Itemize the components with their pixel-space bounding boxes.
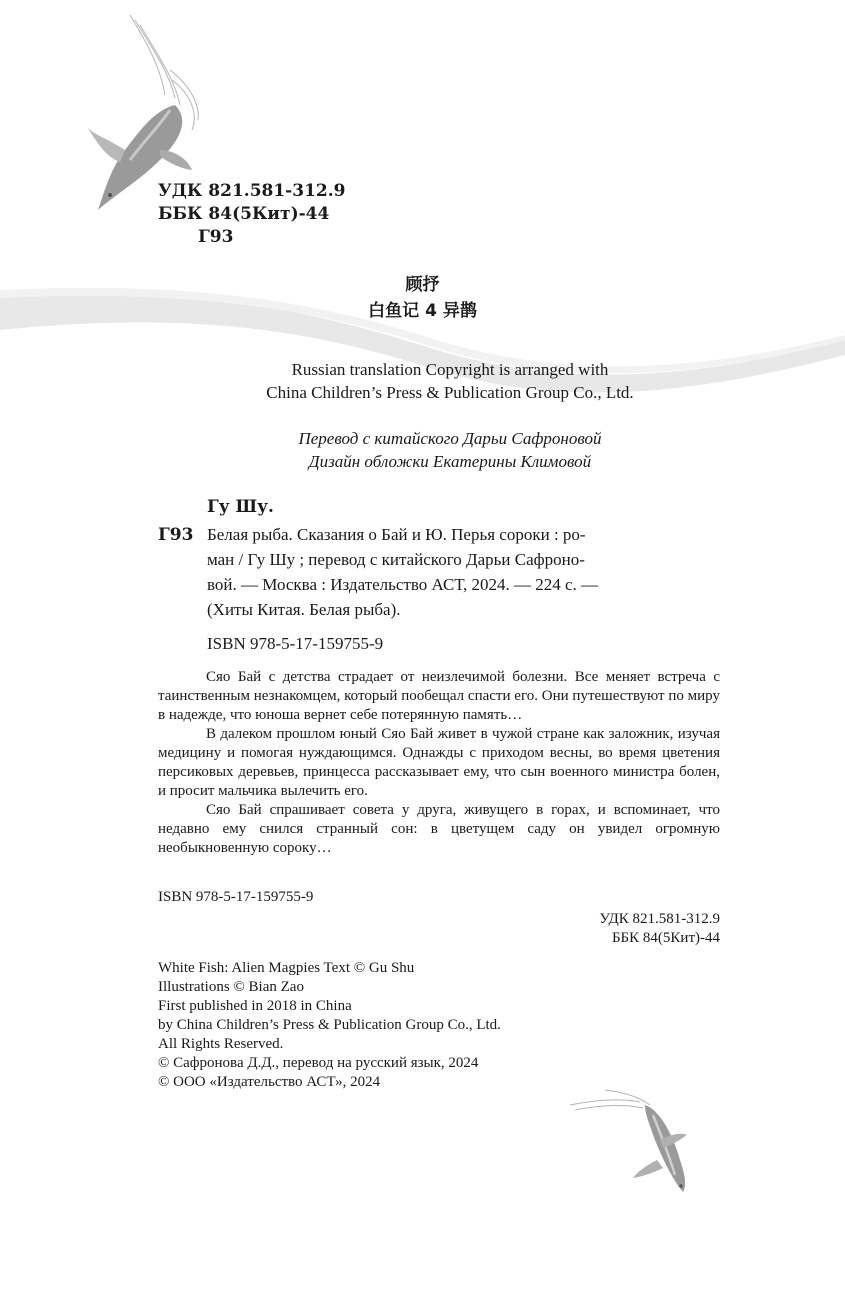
classification-codes-right	[400, 910, 720, 948]
bib-line: ман / Гу Шу ; перевод с китайского Дарьи Сафроно-	[207, 550, 585, 569]
annotation-paragraph: Сяо Бай с детства страдает от неизлечимой болезни. Все меняет встреча с таинственным незнакомцем, который пообещал спасти его. Они путешествуют по миру в надежде, что юноша вернет себе потерянную память…	[158, 669, 720, 723]
imprint-line: © ООО «Издательство АСТ», 2024	[158, 1074, 381, 1090]
bib-line: (Хиты Китая. Белая рыба).	[207, 600, 401, 619]
udk-code: УДК 821.581-312.9	[158, 181, 346, 201]
imprint-line: Illustrations © Bian Zao	[158, 979, 304, 995]
chinese-title: 白鱼记 4 异鹊	[368, 301, 477, 321]
bbk-code: ББК 84(5Кит)-44	[158, 204, 330, 224]
bib-line: вой. — Москва : Издательство АСТ, 2024. — 224 с. —	[207, 575, 599, 594]
annotation-paragraph: В далеком прошлом юный Сяо Бай живет в чужой стране как заложник, изучая медицину и помогая нуждающимся. Однажды с приходом весны, во время цветения персиковых деревьев, принцесса рассказывает ему, что сын военного министра болен, и просит мальчика вылечить его.	[158, 726, 720, 799]
udk-code-right: УДК 821.581-312.9	[599, 911, 720, 927]
rights-line-2: China Children’s Press & Publication Group Co., Ltd.	[266, 383, 634, 402]
imprint-line: First published in 2018 in China	[158, 998, 352, 1014]
bib-isbn: ISBN 978-5-17-159755-9	[207, 634, 384, 653]
isbn: ISBN 978-5-17-159755-9	[158, 889, 314, 905]
bib-line: Белая рыба. Сказания о Бай и Ю. Перья сороки : ро-	[207, 525, 586, 544]
translation-rights	[0, 358, 845, 404]
credits	[0, 427, 845, 473]
cover-design-credit: Дизайн обложки Екатерины Климовой	[308, 452, 592, 471]
bib-author: Гу Шу.	[207, 497, 274, 517]
annotation-paragraph: Сяо Бай спрашивает совета у друга, живущего в горах, и вспоминает, что недавно ему снился странный сон: в цветущем саду он увидел огромную необыкновенную сороку…	[158, 802, 720, 856]
imprint-line: White Fish: Alien Magpies Text © Gu Shu	[158, 960, 415, 976]
rights-line-1: Russian translation Copyright is arranged with	[291, 360, 609, 379]
chinese-author: 顾抒	[405, 275, 440, 295]
imprint-line: All Rights Reserved.	[158, 1036, 284, 1052]
classification-codes	[158, 180, 345, 249]
imprint-line: by China Children’s Press & Publication Group Co., Ltd.	[158, 1017, 501, 1033]
bibliographic-description	[207, 522, 720, 622]
translator-credit: Перевод с китайского Дарьи Сафроновой	[298, 429, 602, 448]
fish-illustration-bottom	[565, 1080, 705, 1200]
chinese-original	[0, 272, 845, 324]
imprint	[158, 959, 501, 1092]
bib-index: Г93	[158, 525, 194, 545]
bbk-code-right: ББК 84(5Кит)-44	[611, 930, 720, 946]
imprint-line: © Сафронова Д.Д., перевод на русский язык, 2024	[158, 1055, 479, 1071]
annotation	[158, 668, 720, 858]
author-sign: Г93	[198, 227, 234, 247]
